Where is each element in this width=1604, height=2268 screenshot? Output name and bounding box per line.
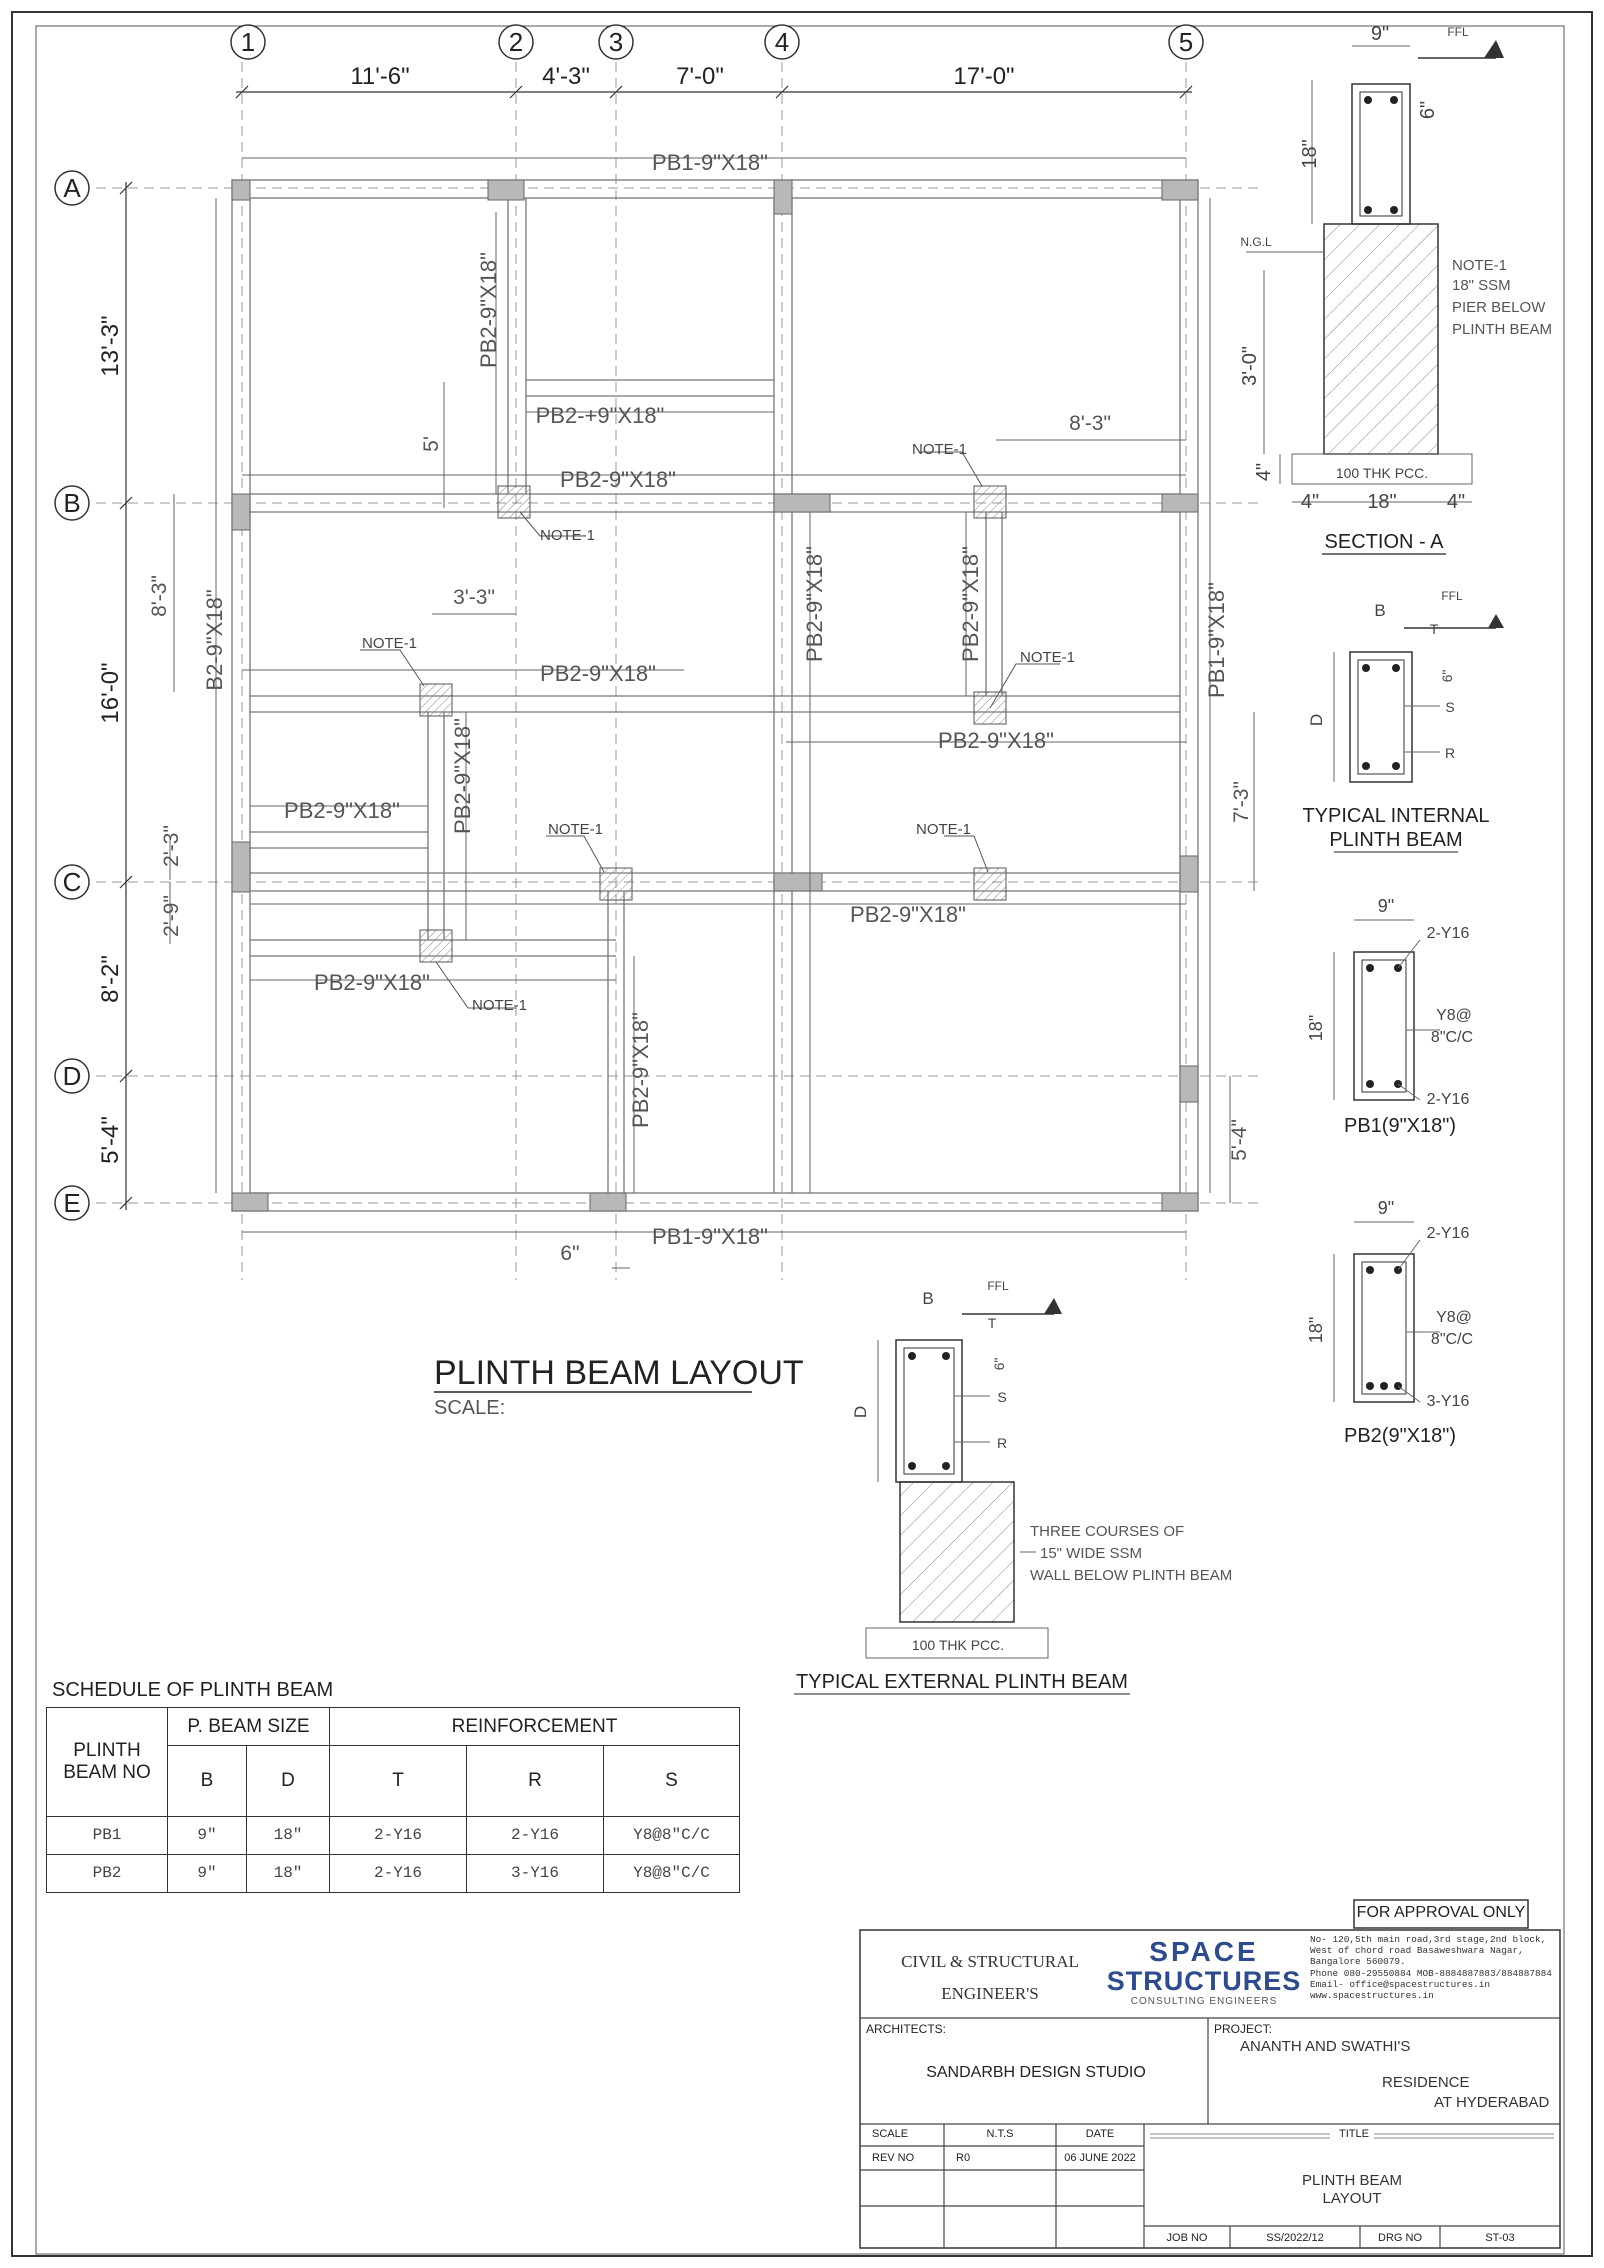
dim-row-D-E: 5'-4" <box>97 1116 124 1164</box>
schedule-header-beam <box>47 1708 168 1817</box>
ssm-pier <box>974 868 1006 900</box>
schedule-cell-t: 2-Y16 <box>330 1854 467 1892</box>
typical-internal-detail <box>1302 589 1504 852</box>
address-line: Phone 080-29550884 MOB-8884887883/884887884 <box>1310 1967 1552 1979</box>
grid-row-C: C <box>62 867 82 897</box>
architects-name: SANDARBH DESIGN STUDIO <box>926 2064 1146 2081</box>
typ-ext-note: THREE COURSES OF <box>1030 1523 1185 1540</box>
typ-int-d: D <box>1307 713 1326 727</box>
section-a-base-left: 4" <box>1300 491 1320 513</box>
column <box>488 180 524 200</box>
pb1-title: PB1(9"X18") <box>1343 1115 1457 1137</box>
grid-row-A: A <box>63 173 81 203</box>
typ-int-cover: 6" <box>1439 669 1455 683</box>
schedule-cell-b: 9" <box>168 1816 247 1854</box>
dim-col-1-2: 11'-6" <box>350 63 410 90</box>
schedule-header-size: P. BEAM SIZE <box>168 1708 330 1746</box>
dim-col-4-5: 17'-0" <box>953 63 1015 90</box>
project-line3: AT HYDERABAD <box>1434 2094 1550 2111</box>
section-a-base-mid: 18" <box>1367 491 1397 513</box>
typ-ext-cover: 6" <box>991 1357 1007 1371</box>
pb2-bottom-bars: 3-Y16 <box>1426 1393 1470 1410</box>
grid-col-1: 1 <box>240 27 256 57</box>
scale-label: SCALE <box>872 2128 909 2140</box>
typ-ext-note: WALL BELOW PLINTH BEAM <box>1030 1567 1233 1584</box>
typ-int-t: T <box>1429 621 1439 637</box>
table-row <box>47 1816 740 1854</box>
typ-int-s: S <box>1445 699 1455 715</box>
schedule-cell-t: 2-Y16 <box>330 1816 467 1854</box>
schedule-cell-b: 9" <box>168 1854 247 1892</box>
address-line: No- 120,5th main road,3rd stage,2nd block, <box>1310 1934 1547 1945</box>
logo-line3: CONSULTING ENGINEERS <box>1130 1996 1278 2007</box>
project-line2: RESIDENCE <box>1382 2074 1470 2091</box>
typ-ext-s: S <box>997 1389 1007 1405</box>
typical-external-detail <box>794 1279 1232 1694</box>
dim-8-3-vertical: 8'-3" <box>148 575 171 617</box>
column <box>1162 1193 1198 1211</box>
project-label: PROJECT: <box>1214 2022 1273 2036</box>
note-label: NOTE-1 <box>1020 649 1076 666</box>
engineer-line2: ENGINEER'S <box>941 1984 1039 2003</box>
beam-label-pb2-right: PB2-9"X18" <box>938 728 1054 753</box>
schedule-header-d: D <box>247 1746 330 1816</box>
rev-value: R0 <box>956 2152 971 2164</box>
schedule-header-b: B <box>168 1746 247 1816</box>
typ-int-r: R <box>1444 745 1456 761</box>
table-row <box>47 1854 740 1892</box>
typ-int-ffl: FFL <box>1441 589 1463 603</box>
column <box>232 842 250 892</box>
project-line1: ANANTH AND SWATHI'S <box>1240 2038 1411 2055</box>
beam-label-pb2-lower: PB2-9"X18" <box>314 970 430 995</box>
beam-label-pb1-top: PB1-9"X18" <box>652 150 768 175</box>
scale-value: N.T.S <box>986 2128 1014 2140</box>
pb1-stirrup: Y8@ <box>1436 1007 1472 1024</box>
date-value: 06 JUNE 2022 <box>1064 2152 1136 2164</box>
section-a-ngl: N.G.L <box>1240 235 1272 249</box>
ssm-pier <box>974 486 1006 518</box>
typ-int-title-1: TYPICAL INTERNAL <box>1302 805 1490 827</box>
plan-title: PLINTH BEAM LAYOUT <box>434 1354 804 1392</box>
column <box>232 494 250 530</box>
pb1-top-bars: 2-Y16 <box>1426 925 1470 942</box>
schedule-cell-no: PB2 <box>47 1854 168 1892</box>
beam-label-pb2-line4: PB2-9"X18" <box>802 546 827 662</box>
column <box>590 1193 626 1211</box>
dim-2-3: 2'-3" <box>160 825 183 867</box>
grid-row-E: E <box>63 1188 81 1218</box>
typ-int-title-2: PLINTH BEAM <box>1329 829 1463 851</box>
dim-2-9: 2'-9" <box>160 895 183 937</box>
ssm-pier <box>420 684 452 716</box>
note-label: NOTE-1 <box>916 821 972 838</box>
dim-8-3-horizontal: 8'-3" <box>1069 412 1111 435</box>
column <box>774 180 792 214</box>
job-value: SS/2022/12 <box>1266 2232 1324 2244</box>
beam-label-pb2-vert-e: PB2-9"X18" <box>628 1012 653 1128</box>
section-a-note: NOTE-1 <box>1452 257 1508 274</box>
schedule-header-r: R <box>467 1746 604 1816</box>
column <box>774 873 822 891</box>
typ-ext-ffl: FFL <box>987 1279 1009 1293</box>
logo-line1: SPACE <box>1149 1936 1259 1967</box>
section-a-pier-height: 3'-0" <box>1239 346 1261 386</box>
date-label: DATE <box>1085 2128 1115 2140</box>
typ-ext-title: TYPICAL EXTERNAL PLINTH BEAM <box>796 1671 1128 1693</box>
typ-ext-note: 15" WIDE SSM <box>1040 1545 1143 1562</box>
ssm-pier <box>498 486 530 518</box>
schedule-header-beam-line1: PLINTH <box>73 1739 141 1761</box>
beam-label-pb2-row-c: PB2-9"X18" <box>850 902 966 927</box>
dim-col-2-3: 4'-3" <box>542 63 590 90</box>
beam-label-pb2-internal: PB2-9"X18" <box>540 661 656 686</box>
grid-col-2: 2 <box>508 27 524 57</box>
beam-label-pb2-small: PB2-9"X18" <box>284 798 400 823</box>
section-a-width: 9" <box>1370 23 1390 45</box>
column <box>1180 856 1198 892</box>
company-address <box>1310 1934 1558 2001</box>
section-a-title: SECTION - A <box>1324 531 1444 553</box>
dim-6: 6" <box>560 1242 580 1265</box>
typ-ext-b: B <box>922 1289 934 1308</box>
job-label: JOB NO <box>1166 2232 1208 2244</box>
drg-label: DRG NO <box>1378 2232 1422 2244</box>
beam-label-pb2-line2: PB2-9"X18" <box>476 252 501 368</box>
ssm-pier <box>420 930 452 962</box>
ssm-pier <box>600 868 632 900</box>
typ-ext-pcc: 100 THK PCC. <box>911 1637 1005 1653</box>
plan-scale: SCALE: <box>434 1397 506 1419</box>
approval-stamp: FOR APPROVAL ONLY <box>1356 1904 1526 1921</box>
drawing-title <box>1144 2172 1560 2208</box>
typ-ext-t: T <box>987 1315 997 1331</box>
column <box>232 1193 268 1211</box>
beam-label-pb2-plus: PB2-+9"X18" <box>535 403 665 428</box>
dim-5-4: 5'-4" <box>1228 1119 1251 1161</box>
engineer-label <box>880 1946 1100 2010</box>
typ-ext-r: R <box>996 1435 1008 1451</box>
beam-label-pb1-right: PB1-9"X18" <box>1204 582 1229 698</box>
pb2-depth: 18" <box>1306 1316 1326 1344</box>
dim-3-3: 3'-3" <box>453 586 495 609</box>
schedule-cell-d: 18" <box>247 1816 330 1854</box>
section-a-base-right: 4" <box>1446 491 1466 513</box>
logo-line2: STRUCTURES <box>1106 1966 1302 1996</box>
schedule-cell-r: 3-Y16 <box>467 1854 604 1892</box>
pb2-top-bars: 2-Y16 <box>1426 1225 1470 1242</box>
dim-5: 5' <box>420 436 443 452</box>
drawing-title-line1: PLINTH BEAM <box>1301 2172 1403 2189</box>
address-line: Email- office@spacestructures.in <box>1310 1978 1491 1990</box>
dim-row-A-B: 13'-3" <box>97 315 124 377</box>
grid-row-B: B <box>63 488 81 518</box>
pb1-bottom-bars: 2-Y16 <box>1426 1091 1470 1108</box>
section-a-cover: 6" <box>1417 100 1439 120</box>
grid-col-4: 4 <box>774 27 790 57</box>
pb2-title: PB2(9"X18") <box>1343 1425 1457 1447</box>
grid-row-D: D <box>62 1061 82 1091</box>
dim-row-B-C: 16'-0" <box>97 662 124 724</box>
column <box>232 180 250 200</box>
pb1-section-detail <box>1306 896 1473 1137</box>
beam-label-pb1-bottom: PB1-9"X18" <box>652 1224 768 1249</box>
dim-col-3-4: 7'-0" <box>676 63 724 90</box>
schedule-header-s: S <box>604 1746 740 1816</box>
address-line: West of chord road Basaweshwara Nagar, <box>1310 1945 1524 1957</box>
section-a-pcc: 100 THK PCC. <box>1335 465 1429 481</box>
section-a-pcc-depth: 4" <box>1253 462 1275 482</box>
typ-ext-d: D <box>851 1405 870 1419</box>
drawing-title-line2: LAYOUT <box>1322 2190 1382 2207</box>
note-label: NOTE-1 <box>472 997 528 1014</box>
schedule-header-reinforcement: REINFORCEMENT <box>330 1708 740 1746</box>
beam-label-pb2-vert-b: PB2-9"X18" <box>958 546 983 662</box>
schedule-cell-s: Y8@8"C/C <box>604 1854 740 1892</box>
beam-label-pb2-vert-c: PB2-9"X18" <box>450 718 475 834</box>
schedule-cell-no: PB1 <box>47 1816 168 1854</box>
address-line: Bangalore 560079. <box>1310 1956 1406 1968</box>
column <box>1180 1066 1198 1102</box>
dim-7-3: 7'-3" <box>1230 781 1253 823</box>
note-label: NOTE-1 <box>912 441 968 458</box>
company-logo <box>1104 1938 1304 2007</box>
schedule-title: SCHEDULE OF PLINTH BEAM <box>52 1679 334 1701</box>
typ-int-b: B <box>1374 601 1386 620</box>
plinth-beam-schedule-table <box>46 1707 740 1893</box>
drg-value: ST-03 <box>1485 2232 1515 2244</box>
column <box>774 494 830 512</box>
grid-col-5: 5 <box>1178 27 1194 57</box>
pb2-stirrup: Y8@ <box>1436 1309 1472 1326</box>
pb1-depth: 18" <box>1306 1014 1326 1042</box>
rev-label: REV NO <box>872 2152 915 2164</box>
schedule-cell-d: 18" <box>247 1854 330 1892</box>
schedule-cell-r: 2-Y16 <box>467 1816 604 1854</box>
pb1-width: 9" <box>1377 896 1395 916</box>
note-label: NOTE-1 <box>548 821 604 838</box>
section-a-detail <box>1239 23 1552 554</box>
address-line: www.spacestructures.in <box>1310 1990 1434 2002</box>
schedule-cell-s: Y8@8"C/C <box>604 1816 740 1854</box>
section-a-note: PIER BELOW <box>1452 299 1546 316</box>
beam-label-pb2-row-b: PB2-9"X18" <box>560 467 676 492</box>
plinth-beam-plan <box>55 25 1262 1419</box>
schedule-header-beam-line2: BEAM NO <box>63 1761 151 1783</box>
grid-col-3: 3 <box>608 27 624 57</box>
pb2-stirrup-spacing: 8"C/C <box>1430 1331 1474 1348</box>
column <box>1162 180 1198 200</box>
title-label: TITLE <box>1334 2128 1374 2140</box>
section-a-note: 18" SSM <box>1452 277 1511 294</box>
column <box>1162 494 1198 512</box>
beam-label-b2-left: B2-9"X18" <box>202 589 227 691</box>
architects-label: ARCHITECTS: <box>866 2022 947 2036</box>
note-label: NOTE-1 <box>540 527 596 544</box>
section-a-ffl: FFL <box>1447 25 1469 39</box>
section-a-note: PLINTH BEAM <box>1452 321 1553 338</box>
note-label: NOTE-1 <box>362 635 418 652</box>
engineer-line1: CIVIL & STRUCTURAL <box>901 1952 1079 1971</box>
schedule-header-t: T <box>330 1746 467 1816</box>
section-a-depth: 18" <box>1299 139 1321 169</box>
pb2-width: 9" <box>1377 1198 1395 1218</box>
dim-row-C-D: 8'-2" <box>97 955 124 1003</box>
pb1-stirrup-spacing: 8"C/C <box>1430 1029 1474 1046</box>
pb2-section-detail <box>1306 1198 1473 1447</box>
